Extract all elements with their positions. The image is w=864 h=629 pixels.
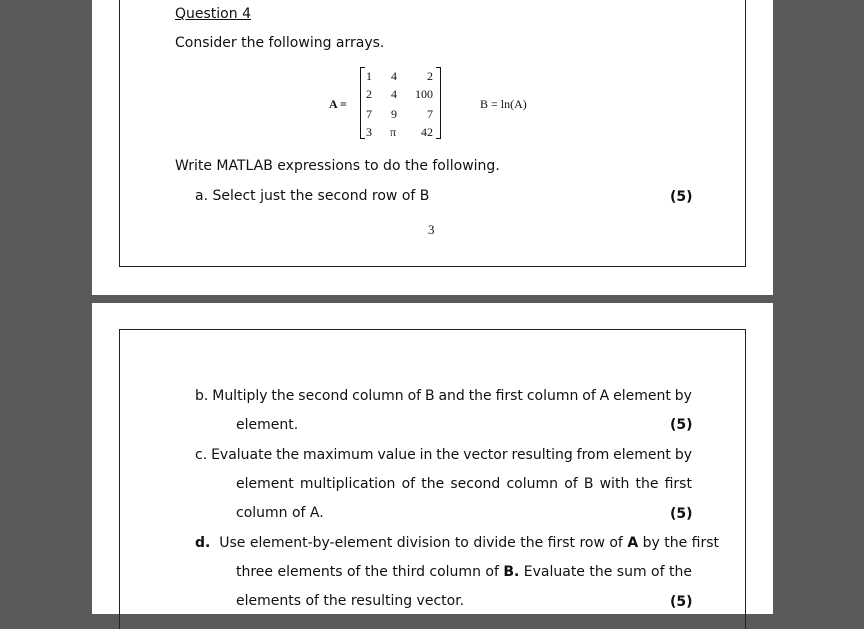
- word: Evaluate: [523, 564, 585, 580]
- word: column: [526, 388, 579, 404]
- document-page-1: [92, 0, 773, 295]
- word: A: [599, 388, 610, 404]
- word: the: [436, 447, 460, 463]
- item-d-line-3: elements of the resulting vector.: [236, 593, 465, 609]
- b-definition: B = ln(A): [480, 97, 527, 111]
- word: the: [364, 564, 388, 580]
- word: element: [236, 476, 294, 492]
- item-c-line-3: column of A.: [236, 505, 324, 521]
- word: elements: [277, 564, 343, 580]
- word: of: [407, 388, 422, 404]
- word: column: [352, 388, 404, 404]
- item-c-marks: (5): [670, 506, 693, 522]
- word: B.: [503, 564, 520, 580]
- matrix-left-bracket: [360, 67, 365, 139]
- word: first: [495, 388, 523, 404]
- word: resulting: [511, 447, 573, 463]
- item-d-label: d.: [195, 535, 211, 551]
- word: multiplication: [299, 476, 396, 492]
- item-b-marks: (5): [670, 417, 693, 433]
- matrix-cell: 7: [427, 107, 433, 121]
- word: Evaluate: [211, 447, 273, 463]
- word: of: [582, 388, 596, 404]
- matrix-cell: 3: [366, 125, 372, 139]
- matrix-cell: 7: [366, 107, 372, 121]
- page-number: 3: [428, 222, 435, 237]
- item-d-marks: (5): [670, 594, 693, 610]
- word: element: [613, 447, 671, 463]
- item-c-line-2: [236, 476, 692, 492]
- word: from: [576, 447, 610, 463]
- word: second: [298, 388, 349, 404]
- instructions-text: Write MATLAB expressions to do the following.: [175, 158, 500, 174]
- item-c-line-1: [195, 447, 692, 463]
- item-d-bold-a: A: [627, 535, 639, 551]
- word: vector: [463, 447, 508, 463]
- word: B: [424, 388, 435, 404]
- word: of: [564, 476, 578, 492]
- word: the: [421, 476, 445, 492]
- item-d-line-1: [195, 535, 719, 551]
- word: B: [583, 476, 594, 492]
- word: sum: [616, 564, 647, 580]
- word: b.: [195, 388, 209, 404]
- word: second: [450, 476, 501, 492]
- word: of: [346, 564, 361, 580]
- word: value: [377, 447, 416, 463]
- matrix-a-label: A =: [329, 97, 347, 111]
- word: in: [419, 447, 433, 463]
- word: column: [506, 476, 559, 492]
- word: maximum: [303, 447, 374, 463]
- word: the: [468, 388, 492, 404]
- word: of: [651, 564, 665, 580]
- word: first: [664, 476, 692, 492]
- item-d-text-pre: Use element-by-element division to divide the first row of: [219, 535, 628, 551]
- item-d-text-post: by the first: [638, 535, 720, 551]
- word: the: [589, 564, 613, 580]
- word: column: [429, 564, 481, 580]
- matrix-cell: 2: [366, 87, 372, 101]
- matrix-cell: 42: [421, 125, 433, 139]
- word: of: [485, 564, 499, 580]
- word: and: [438, 388, 465, 404]
- word: the: [668, 564, 692, 580]
- matrix-cell: 2: [427, 69, 433, 83]
- word: the: [276, 447, 300, 463]
- matrix-cell: 9: [391, 107, 397, 121]
- item-d-line-2: [236, 564, 692, 580]
- word: c.: [195, 447, 208, 463]
- word: element: [613, 388, 671, 404]
- item-b-line-2: element.: [236, 417, 299, 433]
- matrix-cell: 4: [391, 69, 397, 83]
- matrix-right-bracket: [436, 67, 441, 139]
- word: of: [401, 476, 416, 492]
- word: Multiply: [212, 388, 268, 404]
- word: the: [271, 388, 295, 404]
- matrix-cell: 100: [415, 87, 433, 101]
- word: three: [236, 564, 274, 580]
- word: third: [392, 564, 425, 580]
- question-title: Question 4: [175, 6, 251, 22]
- matrix-cell: π: [390, 125, 397, 139]
- word: by: [674, 388, 692, 404]
- item-a-text: a. Select just the second row of B: [195, 188, 430, 204]
- document-page-2: [92, 303, 773, 614]
- matrix-cell: 4: [391, 87, 397, 101]
- intro-text: Consider the following arrays.: [175, 35, 385, 51]
- word: the: [635, 476, 659, 492]
- item-a-marks: (5): [670, 189, 693, 205]
- word: with: [599, 476, 630, 492]
- matrix-cell: 1: [366, 69, 372, 83]
- word: by: [674, 447, 692, 463]
- item-b-line-1: [195, 388, 692, 404]
